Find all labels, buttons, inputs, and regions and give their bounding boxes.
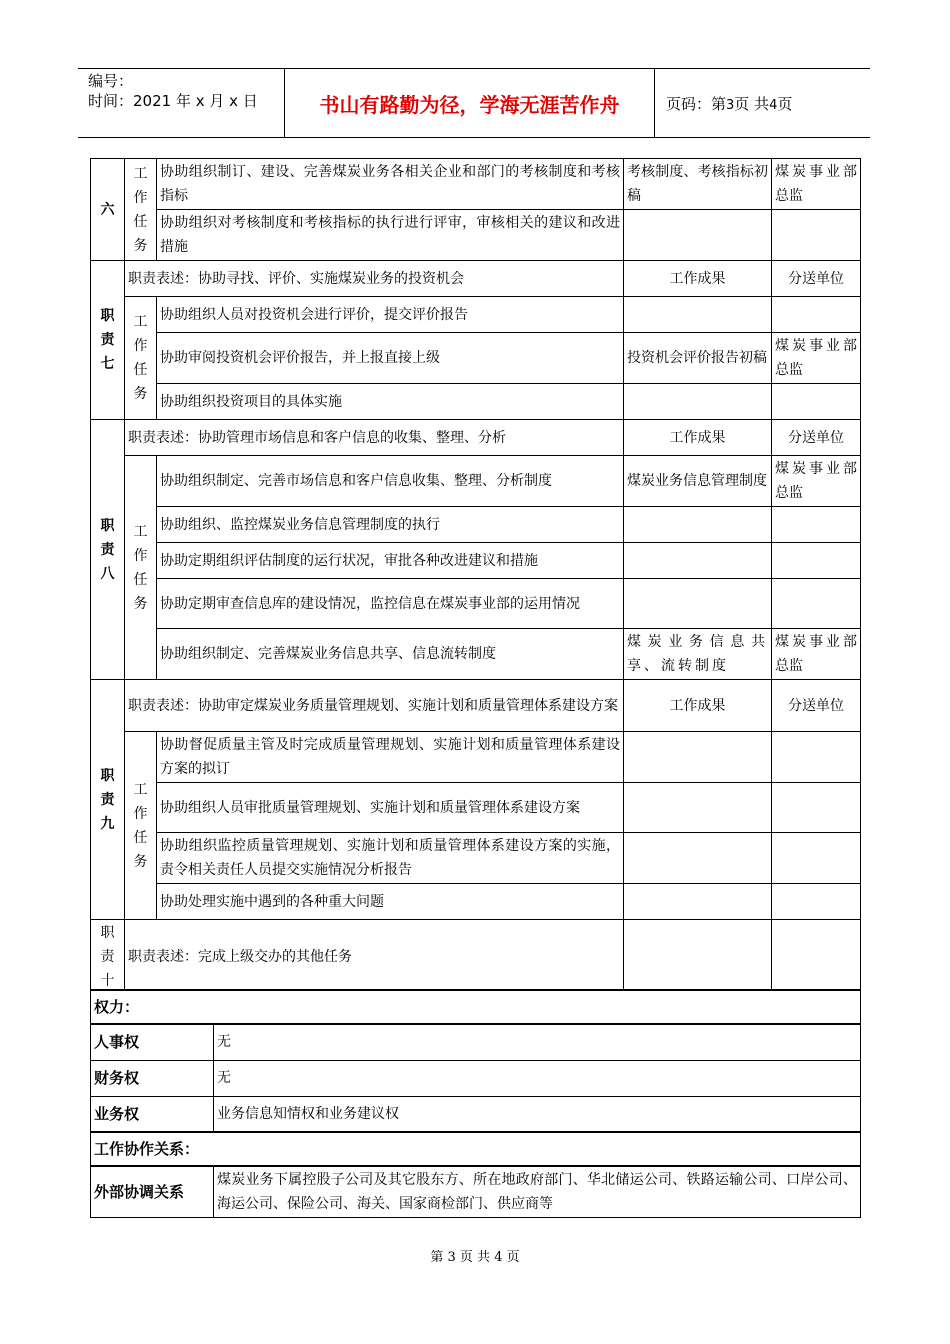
task-dest: 煤炭事业部总监 (772, 629, 861, 680)
task-dest (772, 833, 861, 884)
table-row (91, 1024, 861, 1060)
task-text: 协助处理实施中遇到的各种重大问题 (157, 884, 624, 920)
power-label: 人事权 (91, 1024, 214, 1060)
table-row (91, 732, 861, 783)
task-text: 协助组织人员审批质量管理规划、实施计划和质量管理体系建设方案 (157, 783, 624, 833)
task-text: 协助督促质量主管及时完成质量管理规划、实施计划和质量管理体系建设方案的拟订 (157, 732, 624, 783)
task-result (624, 732, 772, 783)
header-page-number: 页码：第3页 共4页 (666, 95, 793, 113)
duty-title: 六 (91, 159, 125, 261)
authority-table (90, 989, 861, 1218)
duty-description: 职责表述：协助审定煤炭业务质量管理规划、实施计划和质量管理体系建设方案 (125, 680, 624, 732)
task-label: 工 作 任 务 (125, 159, 157, 261)
task-result (624, 507, 772, 543)
task-dest (772, 507, 861, 543)
task-result: 考核制度、考核指标初稿 (624, 159, 772, 210)
table-row (91, 261, 861, 297)
table-row (91, 507, 861, 543)
section-heading-row (91, 990, 861, 1024)
task-result (624, 210, 772, 261)
task-text: 协助组织投资项目的具体实施 (157, 384, 624, 420)
col-header-result: 工作成果 (624, 680, 772, 732)
task-dest: 煤炭事业部总监 (772, 159, 861, 210)
table-row (91, 297, 861, 333)
task-result: 煤炭业务信息管理制度 (624, 456, 772, 507)
code-label: 编号： (88, 72, 134, 90)
power-label: 财务权 (91, 1060, 214, 1096)
page-header (78, 68, 870, 138)
task-dest: 煤炭事业部总监 (772, 456, 861, 507)
task-dest (772, 210, 861, 261)
table-row (91, 333, 861, 384)
task-result (624, 297, 772, 333)
power-value: 无 (214, 1060, 861, 1096)
col-header-dest: 分送单位 (772, 680, 861, 732)
duty-description: 职责表述：协助管理市场信息和客户信息的收集、整理、分析 (125, 420, 624, 456)
table-row (91, 833, 861, 884)
task-result: 煤炭业务信息共享、流转制度 (624, 629, 772, 680)
empty-cell (624, 920, 772, 995)
task-text: 协助组织、监控煤炭业务信息管理制度的执行 (157, 507, 624, 543)
table-row (91, 210, 861, 261)
table-row (91, 680, 861, 732)
power-value: 业务信息知情权和业务建议权 (214, 1096, 861, 1132)
task-text: 协助组织制定、完善煤炭业务信息共享、信息流转制度 (157, 629, 624, 680)
table-row (91, 1166, 861, 1218)
task-dest (772, 543, 861, 579)
task-result (624, 783, 772, 833)
task-label: 工 作 任 务 (125, 732, 157, 920)
table-row (91, 543, 861, 579)
col-header-dest: 分送单位 (772, 261, 861, 297)
task-text: 协助组织对考核制度和考核指标的执行进行评审，审核相关的建议和改进措施 (157, 210, 624, 261)
task-dest (772, 783, 861, 833)
task-result (624, 384, 772, 420)
duty-title: 职 责 十 (91, 920, 125, 995)
task-dest: 煤炭事业部总监 (772, 333, 861, 384)
table-row (91, 579, 861, 629)
power-heading: 权力： (91, 990, 861, 1024)
task-label: 工 作 任 务 (125, 456, 157, 680)
task-text: 协助组织制订、建设、完善煤炭业务各相关企业和部门的考核制度和考核指标 (157, 159, 624, 210)
duty-description: 职责表述：完成上级交办的其他任务 (125, 920, 624, 995)
page-footer: 第 3 页 共 4 页 (430, 1250, 520, 1265)
col-header-result: 工作成果 (624, 420, 772, 456)
date-label: 时间：2021 年 x 月 x 日 (88, 92, 258, 110)
duty-title: 职 责 九 (91, 680, 125, 920)
section-heading-row (91, 1132, 861, 1166)
table-row (91, 920, 861, 995)
duty-title: 职 责 七 (91, 261, 125, 420)
task-label: 工 作 任 务 (125, 297, 157, 420)
header-divider (654, 69, 655, 137)
duty-table (90, 158, 861, 995)
table-row (91, 884, 861, 920)
empty-cell (772, 920, 861, 995)
task-result (624, 543, 772, 579)
task-result (624, 579, 772, 629)
col-header-result: 工作成果 (624, 261, 772, 297)
table-row (91, 1096, 861, 1132)
power-value: 无 (214, 1024, 861, 1060)
task-result (624, 833, 772, 884)
table-row (91, 159, 861, 210)
table-row (91, 783, 861, 833)
col-header-dest: 分送单位 (772, 420, 861, 456)
task-text: 协助组织监控质量管理规划、实施计划和质量管理体系建设方案的实施，责令相关责任人员提交实施情况分析报告 (157, 833, 624, 884)
task-result: 投资机会评价报告初稿 (624, 333, 772, 384)
table-row (91, 629, 861, 680)
task-result (624, 884, 772, 920)
power-label: 业务权 (91, 1096, 214, 1132)
task-dest (772, 579, 861, 629)
task-text: 协助审阅投资机会评价报告，并上报直接上级 (157, 333, 624, 384)
task-dest (772, 884, 861, 920)
relations-label: 外部协调关系 (91, 1166, 214, 1218)
table-row (91, 456, 861, 507)
task-text: 协助组织人员对投资机会进行评价，提交评价报告 (157, 297, 624, 333)
relations-value: 煤炭业务下属控股子公司及其它股东方、所在地政府部门、华北储运公司、铁路运输公司、口岸公司、海运公司、保险公司、海关、国家商检部门、供应商等 (214, 1166, 861, 1218)
relations-heading: 工作协作关系： (91, 1132, 861, 1166)
task-text: 协助定期组织评估制度的运行状况，审批各种改进建议和措施 (157, 543, 624, 579)
header-meta (88, 71, 258, 111)
duty-title: 职 责 八 (91, 420, 125, 680)
task-text: 协助定期审查信息库的建设情况，监控信息在煤炭事业部的运用情况 (157, 579, 624, 629)
task-dest (772, 384, 861, 420)
table-row (91, 1060, 861, 1096)
task-text: 协助组织制定、完善市场信息和客户信息收集、整理、分析制度 (157, 456, 624, 507)
table-row (91, 384, 861, 420)
duty-description: 职责表述：协助寻找、评价、实施煤炭业务的投资机会 (125, 261, 624, 297)
table-row (91, 420, 861, 456)
task-dest (772, 732, 861, 783)
task-dest (772, 297, 861, 333)
header-motto: 书山有路勤为径，学海无涯苦作舟 (319, 93, 620, 117)
